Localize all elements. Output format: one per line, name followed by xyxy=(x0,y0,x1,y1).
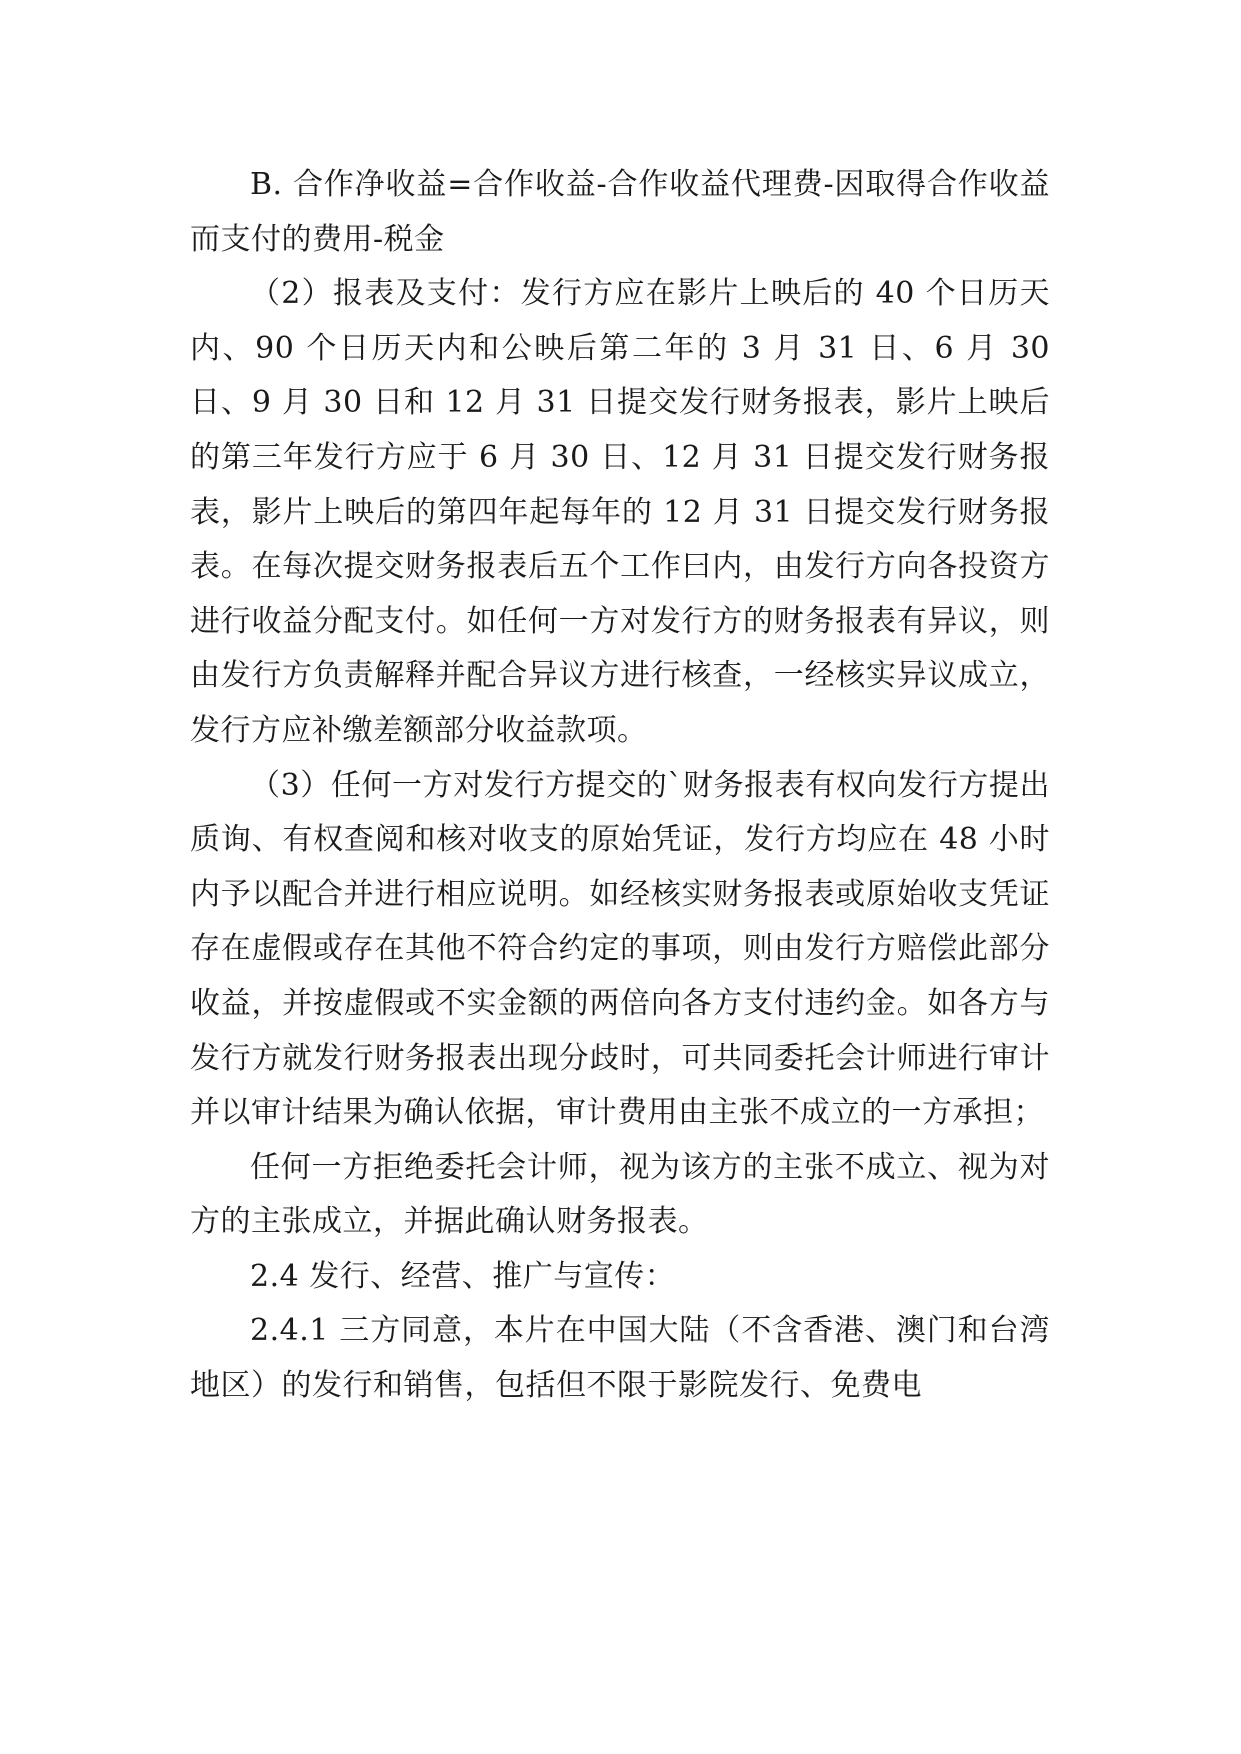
section-heading-2-4: 2.4 发行、经营、推广与宣传： xyxy=(250,1258,676,1294)
document-body xyxy=(190,158,1050,1414)
paragraph-net-revenue-formula: B. 合作净收益=合作收益-合作收益代理费-因取得合作收益而支付的费用-税金 xyxy=(190,167,1050,257)
paragraph-refuse-accountant: 任何一方拒绝委托会计师，视为该方的主张不成立、视为对方的主张成立，并据此确认财务报表。 xyxy=(190,1149,1050,1240)
paragraph-audit-rights: （3）任何一方对发行方提交的`财务报表有权向发行方提出质询、有权查阅和核对收支的原始凭证，发行方均应在 48 小时内予以配合并进行相应说明。如经核实财务报表或原始收支凭证存在虚假或存在其他不符合约定的事项，则由发行方赔偿此部分收益，并按虚假或不实金额的两倍向各方支付违约金。如各方与发行方就发行财务报表出现分歧时，可共同委托会计师进行审计并以审计结果为确认依据，审计费用由主张不成立的一方承担； xyxy=(190,767,1050,1131)
paragraph-2-4-1: 2.4.1 三方同意，本片在中国大陆（不含香港、澳门和台湾地区）的发行和销售，包括但不限于影院发行、免费电 xyxy=(190,1313,1050,1404)
paragraph-reports-and-payment: （2）报表及支付：发行方应在影片上映后的 40 个日历天内、90 个日历天内和公映后第二年的 3 月 31 日、6 月 30 日、9 月 30 日和 12 月 31 日提交发行财务报表，影片上映后的第三年发行方应于 6 月 30 日、12 月 31 日提交发行财务报表，影片上映后的第四年起每年的 12 月 31 日提交发行财务报表。在每次提交财务报表后五个工作曰内，由发行方向各投资方进行收益分配支付。如任何一方对发行方的财务报表有异议，则由发行方负责解释并配合异议方进行核查，一经核实异议成立，发行方应补缴差额部分收益款项。 xyxy=(190,276,1050,748)
